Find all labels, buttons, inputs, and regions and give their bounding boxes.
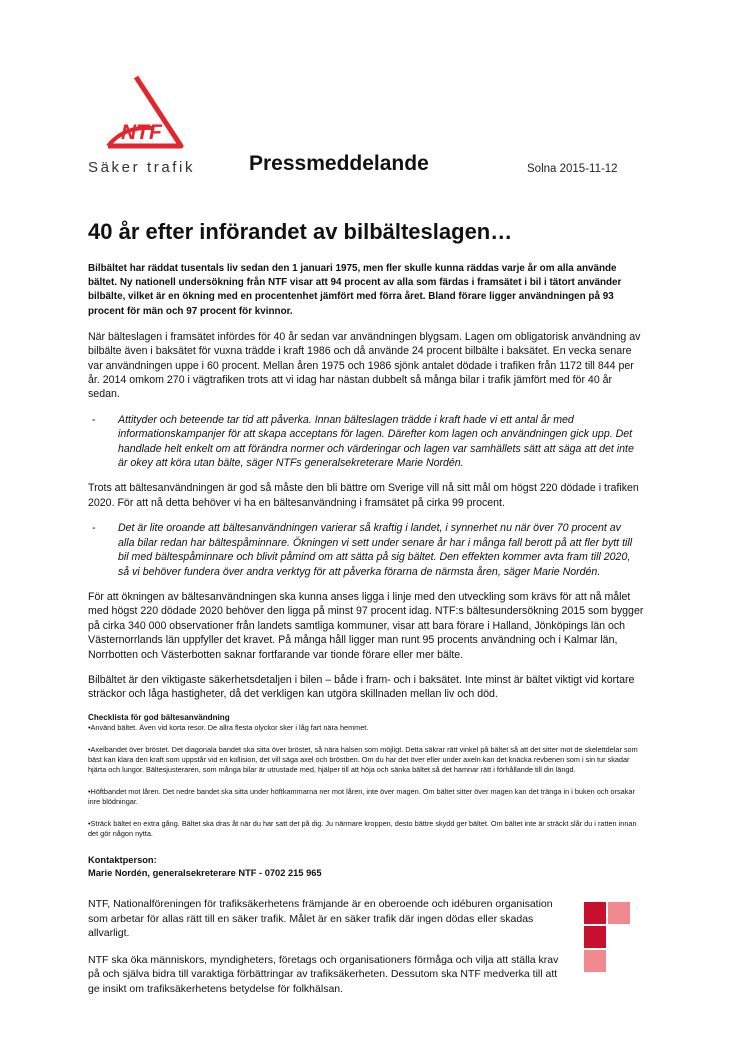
- checklist-item: •Använd bältet. Även vid korta resor. De allra flesta olyckor sker i låg fart nära hemmet.: [88, 723, 369, 733]
- document-date: Solna 2015-11-12: [527, 163, 618, 175]
- lead-paragraph: Bilbältet har räddat tusentals liv sedan den 1 januari 1975, men fler skulle kunna räddas varje år om alla använde bältet. Ny nationell undersökning från NTF visar att 94 procent av alla som färdas i framsätet i bil i tätort använder bilbälte, vilket är en ökning med en procentenhet jämfört med förra året. Bland förare ligger användningen på 93 procent för män och 97 procent för kvinnor.: [88, 263, 622, 317]
- contact-person: Marie Nordén, generalsekreterare NTF - 0702 215 965: [88, 867, 322, 878]
- quote-dash: -: [92, 522, 96, 535]
- page-title: 40 år efter införandet av bilbälteslagen…: [88, 219, 513, 244]
- contact-label: Kontaktperson:: [88, 854, 157, 865]
- square-dark: [584, 926, 606, 948]
- checklist-item: •Höftbandet mot låren. Det nedre bandet ska sitta under höftkammarna ner mot låren, inte över magen. Om bältet sitter över magen kan det tränga in i buken och orsakar inre blödningar.: [88, 786, 635, 807]
- paragraph-1: När bälteslagen i framsätet infördes för 40 år sedan var användningen blygsam. Lagen om obligatorisk användning av bilbälte även i baksätet för vuxna trädde i kraft 1986 och då använde 24 procent bilbälte i baksätet. En vecka senare var användningen uppe i 60 procent. Mellan åren 1975 och 1986 sjönk antalet dödade i trafiken från 1172 till 844 per år. 2014 omkom 270 i vägtrafiken trots att vi idag har nästan dubbelt så många bilar i trafik jämfört med för 40 år sedan.: [88, 330, 641, 401]
- quote-2: [88, 521, 644, 579]
- logo-tagline: Säker trafik: [88, 159, 196, 176]
- checklist-heading: Checklista för god bältesanvändning: [88, 712, 230, 722]
- article-body: [88, 262, 644, 880]
- quote-dash: -: [92, 413, 96, 426]
- document-type: Pressmeddelande: [249, 152, 429, 175]
- contact-block: [88, 854, 644, 880]
- quote-text: Attityder och beteende tar tid att påverka. Innan bälteslagen trädde i kraft hade vi ett antal år med informationskampanjer för att skapa acceptans för lagen. Därefter kom lagen och användningen gick upp. Det handlade helt enkelt om att förändra normer och värderingar och lagen var samhällets sätt att säga att det inte är okey att köra utan bälte, säger NTFs generalsekreterare Marie Nordén.: [118, 413, 634, 470]
- ntf-triangle-icon: [106, 74, 184, 156]
- square-light: [584, 950, 606, 972]
- logo-mark: NTF: [121, 121, 162, 144]
- ntf-logo: [88, 74, 198, 184]
- checklist-item: •Axelbandet över bröstet. Det diagonala bandet ska sitta över bröstet, så nära halsen som möjligt. Detta säkrar rätt vinkel på bältet så att det sitter mot de skelettdelar som bäst kan klara den kraft som uppstår vid en kollision, det vill säga axel och bröstben. Om du har det över eller under axeln kan det knäcka revbenen som i sin tur skadar hjärta och lungor. Bältesjusteraren, som många bilar är utrustade med, hjälper till att höja och sänka bältet så det hamnar rätt i förhållande till din längd.: [88, 744, 638, 775]
- paragraph-4: Bilbältet är den viktigaste säkerhetsdetaljen i bilen – både i fram- och i baksätet. Inte minst är bältet viktigt vid kortare sträckor och låga hastigheter, då det verkligen kan utgöra skillnaden mellan liv och död.: [88, 673, 635, 701]
- paragraph-2: Trots att bältesanvändningen är god så måste den bli bättre om Sverige vill nå sitt mål om högst 220 dödade i trafiken 2020. För att nå detta behöver vi ha en bältesanvändning i framsätet på cirka 99 procent.: [88, 482, 639, 509]
- about-paragraph-1: NTF, Nationalföreningen för trafiksäkerhetens främjande är en oberoende och idéburen organisation som arbetar för allas rätt till en säker trafik. Målet är en säker trafik där ingen dödas eller skadas allvarligt.: [88, 898, 553, 939]
- about-ntf: [88, 897, 568, 1008]
- square-light: [608, 902, 630, 924]
- quote-1: [88, 413, 644, 471]
- about-paragraph-2: NTF ska öka människors, myndigheters, företags och organisationers förmåga och vilja att ställa krav på och själva bidra till varaktiga förbättringar av trafiksäkerheten. Dessutom ska NTF medverka till att ge insikt om trafiksäkerhetens betydelse för folkhälsan.: [88, 953, 559, 995]
- quote-text: Det är lite oroande att bältesanvändningen varierar så kraftig i landet, i synnerhet nu när över 70 procent av alla bilar redan har bältespåminnare. Ökningen vi sett under senare år har i många fall berott på att fler bytt till bil med bältespåminnare och blivit påmind om att sätta på sig bältet. Den effekten kommer avta fram till 2020, så vi behöver fundera över andra verktyg för att påverka förarna de närmsta åren, säger Marie Nordén.: [118, 522, 633, 578]
- square-dark: [584, 902, 606, 924]
- paragraph-3: För att ökningen av bältesanvändningen ska kunna anses ligga i linje med den utveckling som krävs för att nå målet med högst 220 dödade 2020 behöver den ligga på minst 97 procent idag. NTF:s bältesundersökning 2015 som bygger på cirka 340 000 observationer från landets samtliga kommuner, visar att bara förare i Halland, Jönköpings län och Västernorrlands län uppfyller det kravet. På många håll ligger man runt 95 procents användning och i Kalmar län, Norrbotten och Västerbotten saknar fortfarande var tionde förare eller mer bälte.: [88, 590, 644, 661]
- checklist-item: •Sträck bältet en extra gång. Bältet ska dras åt när du har satt det på dig. Ju närmare kroppen, desto bättre skydd ger bältet. Om bältet inte är sträckt slår du i ratten innan det gör någon nytta.: [88, 818, 637, 839]
